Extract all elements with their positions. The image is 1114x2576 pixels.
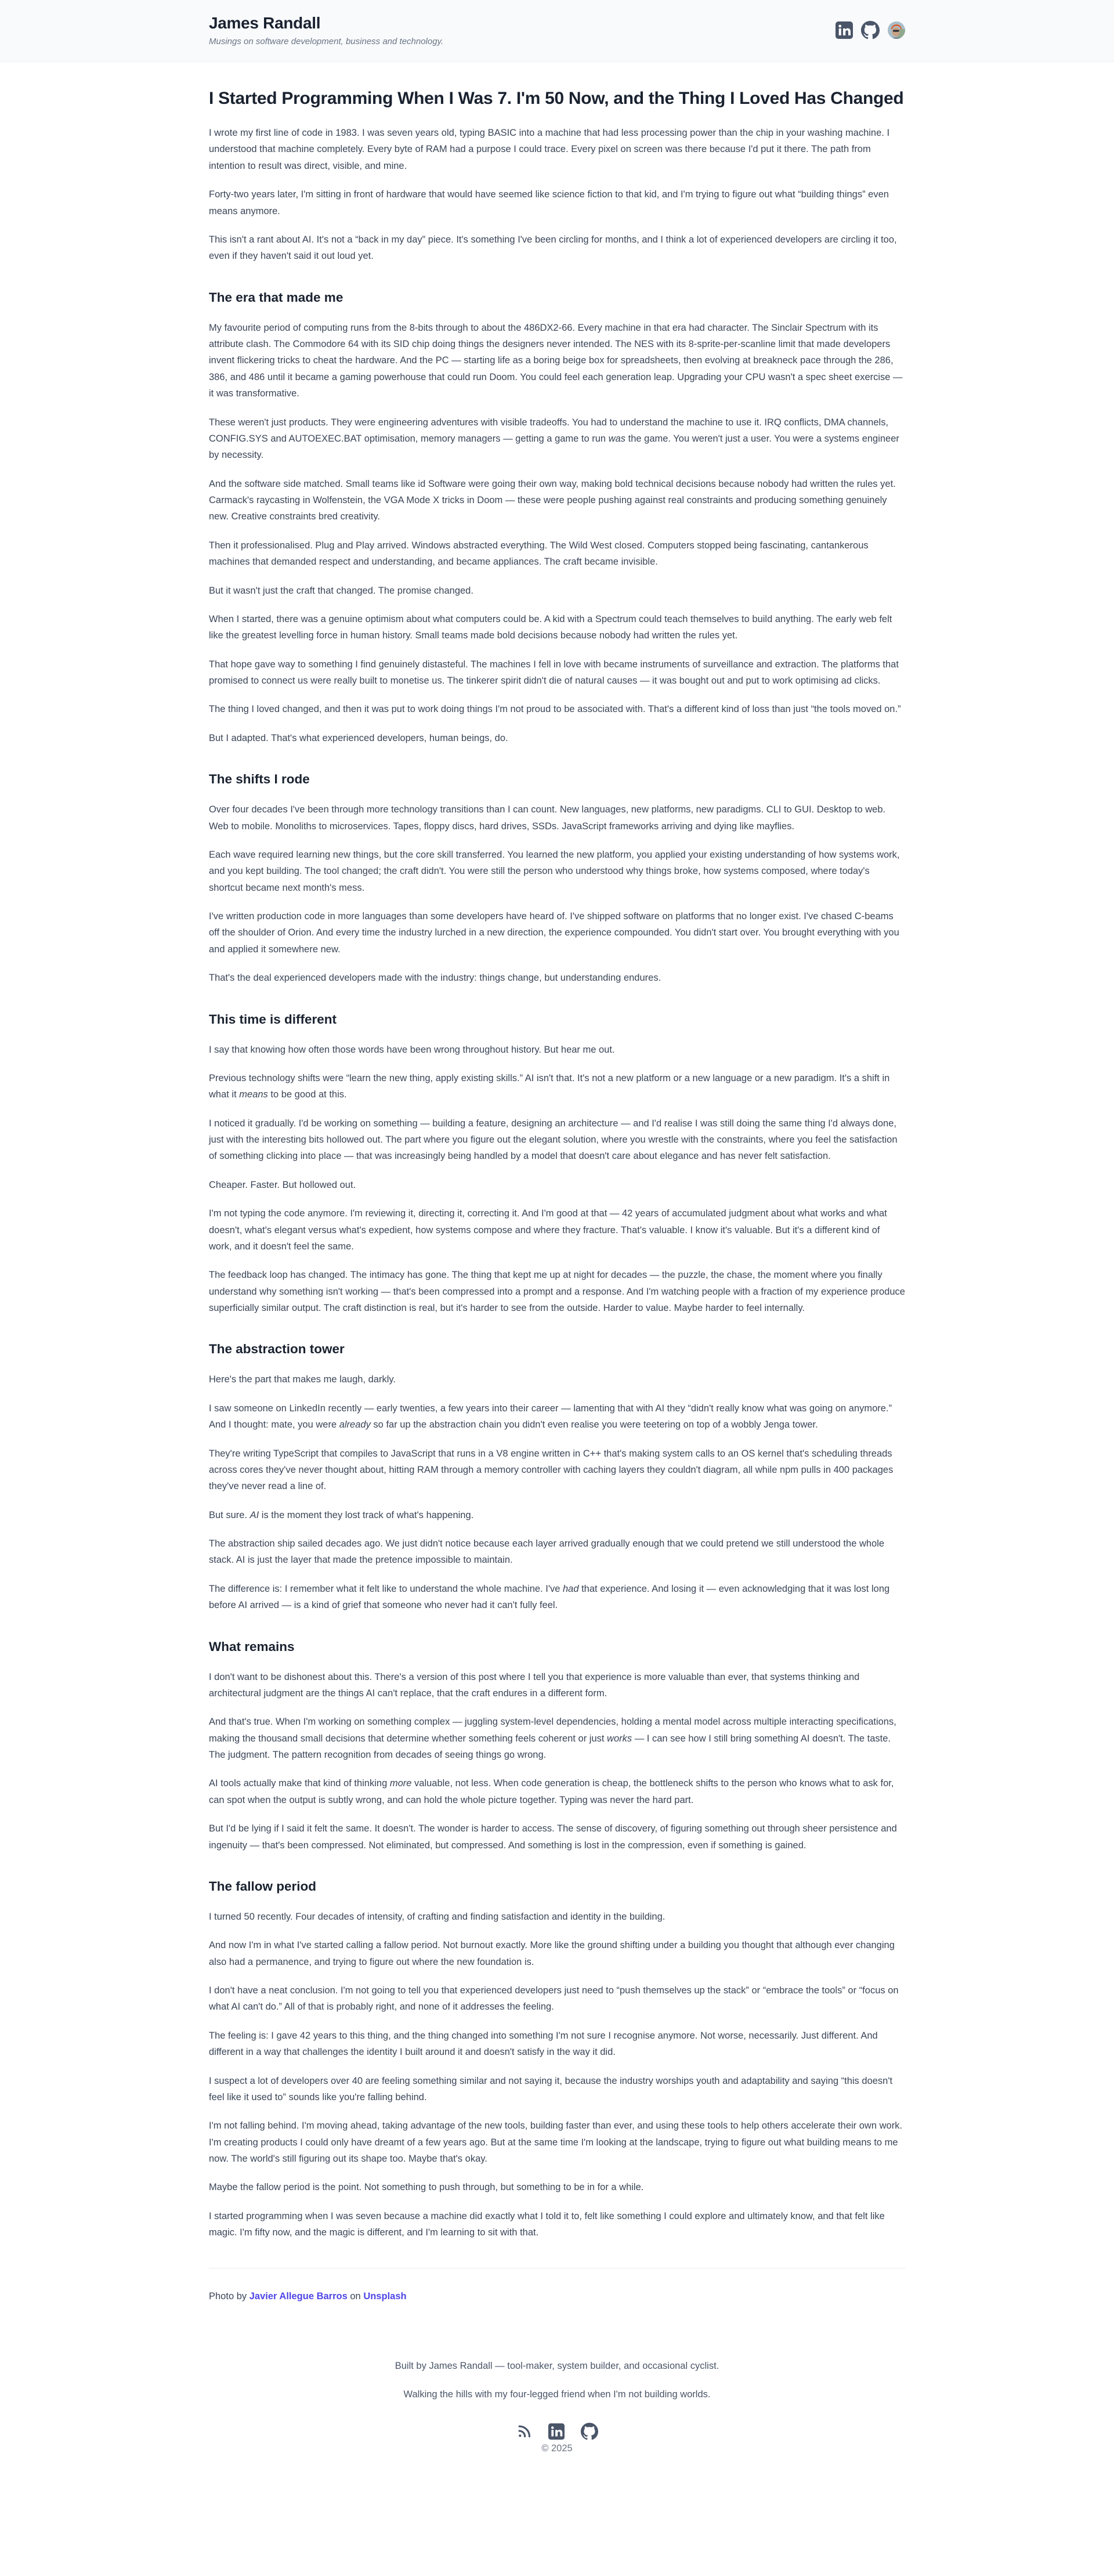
paragraph: The feeling is: I gave 42 years to this thing, and the thing changed into something I'm not sure I recognise anymore. Not worse, necessarily. Just different. And different in a way that challenges the identity I built around it and doesn't satisfy in the way it did. xyxy=(209,2030,878,2058)
paragraph: The feedback loop has changed. The intimacy has gone. The thing that kept me up at night for decades — the puzzle, the chase, the moment where you finally understand why something isn't working — that's been compressed into a prompt and a response. And I'm watching people with a fraction of my experience produce superficially similar output. The craft distinction is real, but it's harder to see from the outside. Harder to value. Maybe harder to feel internally. xyxy=(209,1270,905,1313)
github-icon[interactable] xyxy=(581,2423,598,2440)
photo-credit-prefix: Photo by xyxy=(209,2290,249,2302)
paragraph: That's the deal experienced developers made with the industry: things change, but understanding endures. xyxy=(209,973,661,984)
section-heading-era: The era that made me xyxy=(209,290,343,305)
footer-social-icons xyxy=(209,2423,905,2440)
paragraph: This isn't a rant about AI. It's not a “back in my day” piece. It's something I've been circling for months, and I think a lot of experienced developers are circling it too, even if they haven't said it out loud yet. xyxy=(209,234,897,262)
rss-icon[interactable] xyxy=(516,2423,532,2439)
paragraph: My favourite period of computing runs from the 8-bits through to about the 486DX2-66. Every machine in that era had character. The Sinclair Spectrum with its attribute clash. The Commodore 64 with its SID chip doing things the designers never intended. The NES with its 8-sprite-per-scanline limit that made developers invent flickering tricks to cheat the hardware. And the PC — starting life as a boring beige box for spreadsheets, then evolving at breakneck pace through the 286, 386, and 486 until it became a gaming powerhouse that could run Doom. You could feel each generation leap. Upgrading your CPU wasn't a spec sheet exercise — it was transformative. xyxy=(209,322,903,399)
site-footer xyxy=(209,2358,905,2576)
paragraph: I wrote my first line of code in 1983. I was seven years old, typing BASIC into a machine that had less processing power than the chip in your washing machine. I understood that machine completely. Every byte of RAM had a purpose I could trace. Every pixel on screen was there because I'd put it there. The path from intention to result was direct, visible, and mine. xyxy=(209,128,890,171)
section-heading-remains: What remains xyxy=(209,1639,295,1654)
paragraph: I saw someone on LinkedIn recently — early twenties, a few years into their career — lamenting that with AI they “didn't really know what was going on anymore.” And I thought: mate, you were already so far up the abstraction chain you didn't even realise you were teetering on top of a wobbly Jenga tower. xyxy=(209,1403,892,1430)
paragraph: I'm not falling behind. I'm moving ahead, taking advantage of the new tools, building faster than ever, and using these tools to help others accelerate their own work. I'm creating products I could only have dreamt of a few years ago. But at the same time I'm looking at the landscape, trying to figure out what building means to me now. The world's still figuring out its shape too. Maybe that's okay. xyxy=(209,2120,903,2164)
paragraph: And now I'm in what I've started calling a fallow period. Not burnout exactly. More like the ground shifting under a building you thought that although ever changing also had a permanence, and trying to figure out where the new foundation is. xyxy=(209,1940,895,1967)
paragraph: I've written production code in more languages than some developers have heard of. I've shipped software on platforms that no longer exist. I've chased C-beams off the shoulder of Orion. And every time the industry lurched in a new direction, the experience compounded. You didn't start over. You brought everything with you and applied it somewhere new. xyxy=(209,911,899,955)
photo-author-link[interactable]: Javier Allegue Barros xyxy=(249,2290,348,2302)
paragraph: When I started, there was a genuine optimism about what computers could be. A kid with a Spectrum could teach themselves to build anything. The early web felt like the greatest levelling force in human history. Small teams made bold decisions because nobody had written the rules yet. xyxy=(209,613,892,641)
paragraph: I noticed it gradually. I'd be working on something — building a feature, designing an architecture — and I'd realise I was still doing the same thing I'd always done, just with the interesting bits hollowed out. The part where you figure out the elegant solution, where you wrestle with the constraints, where you feel the satisfaction of something clicking into place — that was increasingly being handled by a model that doesn't care about elegance and has never felt satisfaction. xyxy=(209,1118,898,1162)
paragraph: But it wasn't just the craft that changed. The promise changed. xyxy=(209,585,473,596)
paragraph: These weren't just products. They were engineering adventures with visible tradeoffs. You had to understand the machine to use it. IRQ conflicts, DMA channels, CONFIG.SYS and AUTOEXEC.BAT optimisation, memory managers — getting a game to run was the game. You weren't just a user. You were a systems engineer by necessity. xyxy=(209,417,899,461)
paragraph: But I adapted. That's what experienced developers, human beings, do. xyxy=(209,732,508,743)
paragraph: Previous technology shifts were “learn the new thing, apply existing skills.” AI isn't that. It's not a new platform or a new language or a new paradigm. It's a shift in what it means to be good at this. xyxy=(209,1072,890,1100)
paragraph: Each wave required learning new things, but the core skill transferred. You learned the new platform, you applied your existing understanding of how systems work, and you kept building. The tool changed; the craft didn't. You were still the person who understood why things broke, how systems composed, where today's shortcut became next month's mess. xyxy=(209,849,900,893)
paragraph: That hope gave way to something I find genuinely distasteful. The machines I fell in love with became instruments of surveillance and extraction. The platforms that promised to connect us were really built to monetise us. The tinkerer spirit didn't die of natural causes — it was bought out and put to work optimising ad clicks. xyxy=(209,659,899,686)
paragraph: They're writing TypeScript that compiles to JavaScript that runs in a V8 engine written in C++ that's making system calls to an OS kernel that's scheduling threads across cores they've never thought about, hitting RAM through a memory controller with caching layers they couldn't diagram, all while npm pulls in 400 packages they've never read a line of. xyxy=(209,1448,894,1492)
paragraph: But I'd be lying if I said it felt the same. It doesn't. The wonder is harder to access. The sense of discovery, of figuring something out through sheer persistence and ingenuity — that's been compressed. Not eliminated, but compressed. And something is lost in the compression, even if something is gained. xyxy=(209,1823,897,1851)
post-title: I Started Programming When I Was 7. I'm 50 Now, and the Thing I Loved Has Changed xyxy=(209,89,904,108)
linkedin-icon[interactable] xyxy=(836,21,853,39)
paragraph: The thing I loved changed, and then it was put to work doing things I'm not proud to be associated with. That's a different kind of loss than just “the tools moved on.” xyxy=(209,704,901,715)
paragraph: I'm not typing the code anymore. I'm reviewing it, directing it, correcting it. And I'm good at that — 42 years of accumulated judgment about what works and what doesn't, what's elegant versus what's expedient, how systems compose and where they fracture. That's valuable. I know it's valuable. But it's a different kind of work, and it doesn't feel the same. xyxy=(209,1208,887,1252)
paragraph: I don't want to be dishonest about this. There's a version of this post where I tell you that experience is more valuable than ever, that systems thinking and architectural judgment are the things AI can't replace, that the craft endures in a different form. xyxy=(209,1671,860,1699)
github-icon[interactable] xyxy=(861,21,880,39)
header-social-icons xyxy=(836,21,905,39)
footer-bio-line1: Built by James Randall — tool-maker, system builder, and occasional cyclist. xyxy=(395,2360,719,2371)
avatar-photo[interactable] xyxy=(888,21,905,39)
paragraph: But sure. AI is the moment they lost track of what's happening. xyxy=(209,1509,474,1520)
paragraph: And that's true. When I'm working on something complex — juggling system-level dependencies, holding a mental model across multiple interacting specifications, making the thousand small decisions that determine whether something feels coherent or just works — I can see how I still bring something AI doesn't. The taste. The judgment. The pattern recognition from decades of seeing things go wrong. xyxy=(209,1717,896,1760)
photo-credit-middle: on xyxy=(347,2290,364,2302)
site-header xyxy=(0,0,1114,62)
section-heading-shifts: The shifts I rode xyxy=(209,772,310,787)
article-main xyxy=(195,62,919,2576)
site-tagline: Musings on software development, business and technology. xyxy=(209,37,444,46)
site-name: James Randall xyxy=(209,14,321,32)
paragraph: I suspect a lot of developers over 40 are feeling something similar and not saying it, because the industry worships youth and adaptability and saying “this doesn't feel like it used to” sounds like you're falling behind. xyxy=(209,2075,893,2102)
site-identity xyxy=(209,14,443,46)
section-heading-fallow: The fallow period xyxy=(209,1878,317,1894)
paragraph: AI tools actually make that kind of thinking more valuable, not less. When code generation is cheap, the bottleneck shifts to the person who knows what to ask for, can spot when the output is subtly wrong, and can hold the whole picture together. Typing was never the hard part. xyxy=(209,1778,894,1805)
unsplash-link[interactable]: Unsplash xyxy=(363,2290,407,2302)
paragraph: Here's the part that makes me laugh, darkly. xyxy=(209,1374,396,1385)
paragraph: And the software side matched. Small teams like id Software were going their own way, making bold technical decisions because nobody had written the rules yet. Carmack's raycasting in Wolfenstein, the VGA Mode X tricks in Doom — these were people pushing against real constraints and producing something genuinely new. Creative constraints bred creativity. xyxy=(209,478,896,522)
photo-credit xyxy=(209,2288,905,2304)
paragraph: Over four decades I've been through more technology transitions than I can count. New languages, new platforms, new paradigms. CLI to GUI. Desktop to web. Web to mobile. Monoliths to microservices. Tapes, floppy discs, hard drives, SSDs. JavaScript frameworks arriving and dying like mayflies. xyxy=(209,804,886,832)
section-heading-different: This time is different xyxy=(209,1011,337,1027)
paragraph: Maybe the fallow period is the point. Not something to push through, but something to be in for a while. xyxy=(209,2182,644,2193)
paragraph: I say that knowing how often those words have been wrong throughout history. But hear me out. xyxy=(209,1044,615,1055)
paragraph: Then it professionalised. Plug and Play arrived. Windows abstracted everything. The Wild West closed. Computers stopped being fascinating, cantankerous machines that demanded respect and understanding, and became appliances. The craft became invisible. xyxy=(209,540,869,568)
copyright: © 2025 xyxy=(541,2443,573,2454)
paragraph: The difference is: I remember what it felt like to understand the whole machine. I've had that experience. And losing it — even acknowledging that it was lost long before AI arrived — is a kind of grief that someone who never had it can't fully feel. xyxy=(209,1583,890,1611)
paragraph: Forty-two years later, I'm sitting in front of hardware that would have seemed like science fiction to that kid, and I'm trying to figure out what “building things” even means anymore. xyxy=(209,189,889,216)
paragraph: The abstraction ship sailed decades ago. We just didn't notice because each layer arrived gradually enough that we could pretend we still understood the whole stack. AI is just the layer that made the pretence impossible to maintain. xyxy=(209,1538,885,1566)
paragraph: I turned 50 recently. Four decades of intensity, of crafting and finding satisfaction and identity in the building. xyxy=(209,1911,665,1922)
section-heading-abstraction: The abstraction tower xyxy=(209,1342,345,1357)
paragraph: I started programming when I was seven because a machine did exactly what I told it to, felt like something I could explore and ultimately know, and that felt like magic. I'm fifty now, and the magic is different, and I'm learning to sit with that. xyxy=(209,2210,885,2238)
linkedin-icon[interactable] xyxy=(548,2423,565,2440)
paragraph: I don't have a neat conclusion. I'm not going to tell you that experienced developers just need to “push themselves up the stack” or “embrace the tools” or “focus on what AI can't do.” All of that is probably right, and none of it addresses the feeling. xyxy=(209,1985,899,2013)
footer-bio-line2: Walking the hills with my four-legged friend when I'm not building worlds. xyxy=(403,2389,711,2400)
paragraph: Cheaper. Faster. But hollowed out. xyxy=(209,1179,356,1190)
